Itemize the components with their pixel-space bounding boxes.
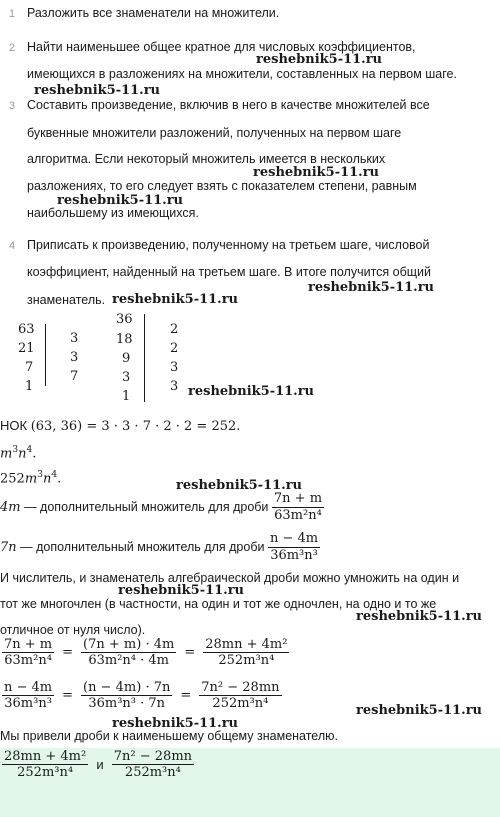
watermark: reshebnik5-11.ru xyxy=(188,384,315,399)
fraction: $\frac{n - 4m}{\text{36m³n³}}$ xyxy=(269,531,319,563)
divider-line xyxy=(144,314,145,402)
divisor-value: 2 xyxy=(170,341,179,356)
equation-row: $\frac{n - 4m}{\text{36m³n³}}$ = $\frac{(n - 4m) \cdot 7n}{\text{36m³n³ · 7n}}$ = $\frac{\text{7n² − 28mn}}{\text{252m³n⁴}}$ xyxy=(4,680,280,711)
factor-value: 18 xyxy=(116,332,133,347)
step-number: 2 xyxy=(9,42,16,54)
step-text-line: Найти наименьшее общее кратное для числовых коэффициентов, xyxy=(27,40,416,54)
conclusion-text: Мы привели дроби к наименьшему общему знаменателю. xyxy=(0,729,338,743)
result-highlight xyxy=(0,748,500,817)
factor-value: 7 xyxy=(25,360,34,375)
fraction: $\frac{\text{7n² − 28mn}}{\text{252m³n⁴}}$ xyxy=(201,680,280,711)
equation-row: $\frac{7n + m}{\text{63m²n⁴}}$ = $\frac{(7n + m) \cdot 4m}{\text{63m²n⁴ · 4m}}$ = $\frac{\text{28mn + 4m²}}{\text{252m³n⁴}}$ xyxy=(4,637,288,668)
watermark: reshebnik5-11.ru xyxy=(253,165,380,180)
watermark: reshebnik5-11.ru xyxy=(308,280,435,295)
paragraph-line: отличное от нуля число). xyxy=(0,623,146,637)
step-number: 1 xyxy=(9,8,16,20)
step-text-line: знаменатель. xyxy=(27,293,106,307)
step-text-line: коэффициент, найденный на третьем шаге. В итоге получится общий xyxy=(27,265,432,279)
watermark: reshebnik5-11.ru xyxy=(57,193,184,208)
factor-value: 3 xyxy=(122,370,131,385)
extra-multiplier-row xyxy=(0,491,324,524)
multiplier-text: — дополнительный множитель для дроби xyxy=(16,539,268,554)
fraction: $\frac{7n + m}{\text{63m²n⁴}}$ xyxy=(4,637,53,668)
watermark: reshebnik5-11.ru xyxy=(112,716,239,731)
step-text-line: Составить произведение, включив в него в качестве множителей все xyxy=(27,98,430,112)
factor-value: 36 xyxy=(116,312,133,327)
fraction: $\frac{\text{28mn + 4m²}}{\text{252m³n⁴}}$ xyxy=(205,637,288,668)
step-text-line: буквенные множители разложений, полученных на первом шаге xyxy=(27,126,402,140)
multiplier: 7n xyxy=(0,539,17,555)
step-text-line: Приписать к произведению, полученному на третьем шаге, числовой xyxy=(27,238,430,252)
factor-value: 1 xyxy=(25,379,34,394)
watermark: reshebnik5-11.ru xyxy=(356,609,483,624)
extra-multiplier-row xyxy=(0,531,320,564)
common-denominator: $252m^3n^4$. xyxy=(0,470,62,487)
divisor-value: 3 xyxy=(70,350,79,365)
fraction: $\frac{\text{28mn + 4m²}}{\text{252m³n⁴}}$ xyxy=(4,749,87,780)
monomial-letters: $m^3n^4$. xyxy=(0,445,37,462)
factor-value: 63 xyxy=(18,322,35,337)
divisor-value: 3 xyxy=(170,360,179,375)
factor-value: 9 xyxy=(122,351,131,366)
step-text: Разложить все знаменатели на множители. xyxy=(27,6,280,20)
lcm-line xyxy=(0,418,240,435)
fraction: $\frac{(n - 4m) \cdot 7n}{\text{36m³n³ · 7n}}$ xyxy=(83,680,171,711)
step-text-line: разложениях, то его следует взять с показателем степени, равным xyxy=(27,179,417,193)
divisor-value: 2 xyxy=(170,322,179,337)
watermark: reshebnik5-11.ru xyxy=(256,52,383,67)
step-text-line: наибольшему из имеющихся. xyxy=(27,206,199,220)
divider-line xyxy=(45,324,46,386)
fraction: $\frac{(7n + m) \cdot 4m}{\text{63m²n⁴ · 4m}}$ xyxy=(83,637,175,668)
step-number: 4 xyxy=(9,240,16,252)
multiplier: 4m xyxy=(0,499,21,515)
divisor-value: 3 xyxy=(170,379,179,394)
watermark: reshebnik5-11.ru xyxy=(356,703,483,718)
fraction: $\frac{7n + m}{\text{63m²n⁴}}$ xyxy=(273,491,323,523)
step-text-line: алгоритма. Если некоторый множитель имеется в нескольких xyxy=(27,152,386,166)
watermark: reshebnik5-11.ru xyxy=(34,83,161,98)
paragraph-line: тот же многочлен (в частности, на один и тот же одночлен, на одно и то же xyxy=(0,597,437,611)
lcm-prefix: НОК xyxy=(0,418,28,433)
divisor-value: 7 xyxy=(70,369,79,384)
watermark: reshebnik5-11.ru xyxy=(176,478,303,493)
watermark: reshebnik5-11.ru xyxy=(118,583,245,598)
conjunction: и xyxy=(96,757,104,772)
multiplier-text: — дополнительный множитель для дроби xyxy=(20,499,272,514)
fraction: $\frac{n - 4m}{\text{36m³n³}}$ xyxy=(4,680,53,711)
step-number: 3 xyxy=(9,100,16,112)
divisor-value: 3 xyxy=(70,331,79,346)
lcm-expression: (63, 36) = 3 · 3 · 7 · 2 · 2 = 252. xyxy=(30,419,241,434)
factor-value: 21 xyxy=(18,341,35,356)
factor-value: 1 xyxy=(122,389,131,404)
fraction: $\frac{\text{7n² − 28mn}}{\text{252m³n⁴}}$ xyxy=(113,749,193,780)
paragraph-line: И числитель, и знаменатель алгебраической дроби можно умножить на один и xyxy=(0,571,460,585)
step-text-line: имеющихся в разложениях на множители, составленных на первом шаге. xyxy=(27,67,457,81)
watermark: reshebnik5-11.ru xyxy=(112,292,239,307)
result-row xyxy=(2,749,194,780)
